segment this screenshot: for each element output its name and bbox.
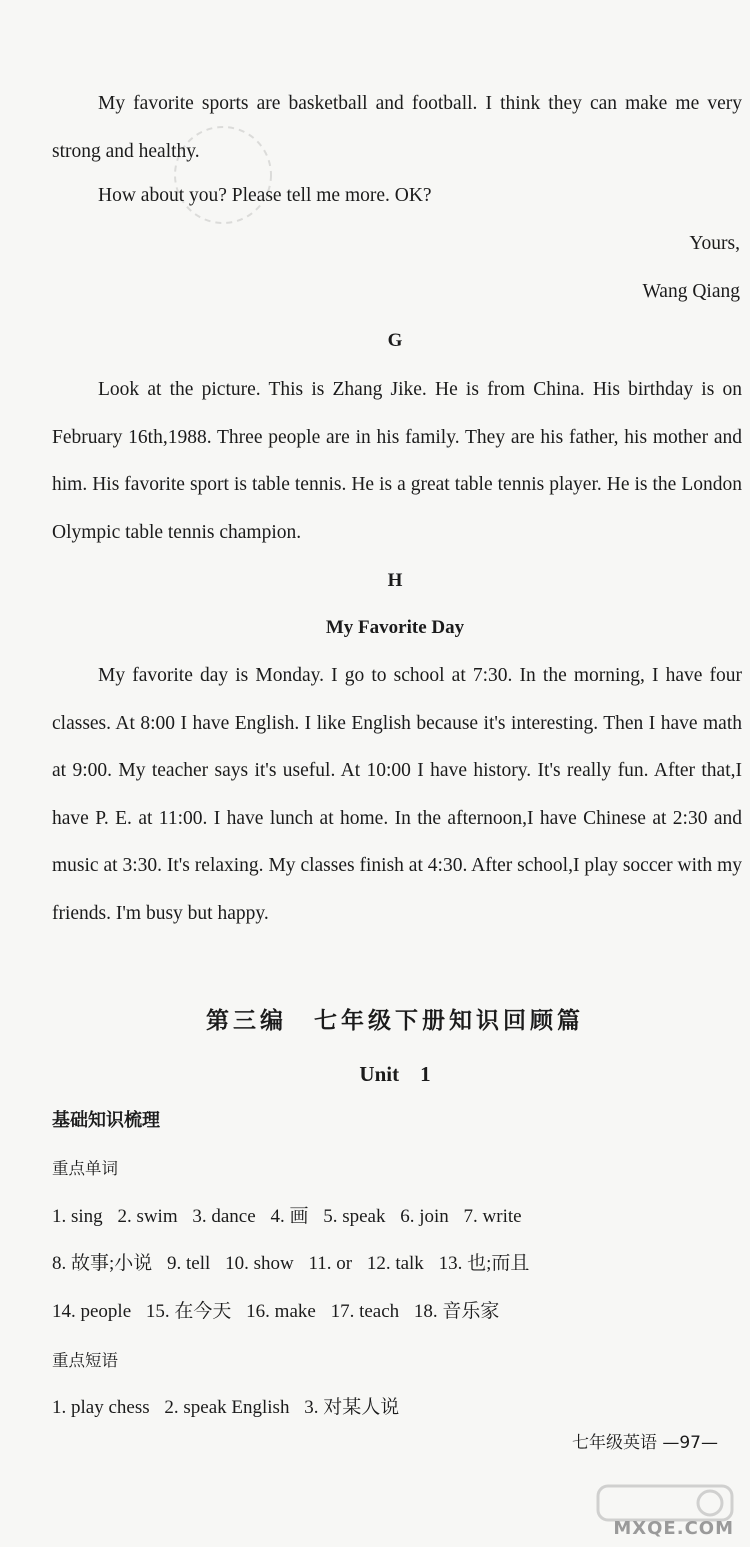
word-item: 8. 故事;小说 [52,1253,153,1274]
word-item: 2. swim [117,1206,178,1227]
words-heading: 重点单词 [52,1159,118,1178]
word-item: 14. people [52,1301,132,1322]
unit-heading: Unit 1 [359,1062,431,1086]
phrases-row-1 [52,1392,409,1419]
word-item: 18. 音乐家 [413,1301,500,1322]
word-item: 11. or [308,1253,353,1274]
section-g-text: Look at the picture. This is Zhang Jike. He is from China. His birthday is on February 16th,1988. Three people are in his family. They are his father, his mother and him. His favorite sport is table tennis. He is a great table tennis player. He is the London Olympic table tennis champion. [52,379,742,543]
letter-closing: Yours, [689,233,740,254]
letter-signature: Wang Qiang [642,281,740,302]
section-h-title: My Favorite Day [325,617,465,638]
section-h-text: My favorite day is Monday. I go to school at 7:30. In the morning, I have four classes. At 8:00 I have English. I like English because it's interesting. Then I have math at 9:00. My teacher says it's useful. At 10:00 I have history. It's really fun. After that,I have P. E. at 11:00. I have lunch at home. In the afternoon,I have Chinese at 2:30 and music at 3:30. It's relaxing. My classes finish at 4:30. After school,I play soccer with my friends. I'm busy but happy. [52,665,742,924]
word-item: 12. talk [366,1253,424,1274]
word-item: 1. sing [52,1206,103,1227]
basics-heading: 基础知识梳理 [52,1110,160,1131]
letter-paragraph-2: How about you? Please tell me more. OK? [98,185,432,206]
words-row-2 [52,1248,539,1275]
section-h-label: H [387,570,403,591]
part3-title: 第三编 七年级下册知识回顾篇 [206,1008,584,1034]
phrase-item: 3. 对某人说 [304,1397,400,1418]
word-item: 6. join [400,1206,449,1227]
page-footer: 七年级英语 —97— [571,1433,718,1453]
word-item: 9. tell [167,1253,211,1274]
section-g-label: G [387,330,403,351]
phrases-heading: 重点短语 [52,1351,118,1370]
letter-paragraph-1: My favorite sports are basketball and football. I think they can make me very strong and healthy. [52,93,742,162]
word-item: 4. 画 [270,1206,309,1227]
word-item: 10. show [225,1253,294,1274]
word-item: 17. teach [330,1301,400,1322]
word-item: 15. 在今天 [145,1301,232,1322]
word-item: 16. make [246,1301,316,1322]
words-row-1 [52,1201,532,1228]
word-item: 5. speak [323,1206,386,1227]
word-item: 13. 也;而且 [438,1253,530,1274]
word-item: 7. write [463,1206,522,1227]
words-row-3 [52,1296,509,1323]
phrase-item: 2. speak English [164,1397,290,1418]
word-item: 3. dance [192,1206,256,1227]
phrase-item: 1. play chess [52,1397,150,1418]
watermark-text: MXQE.COM [613,1518,734,1539]
